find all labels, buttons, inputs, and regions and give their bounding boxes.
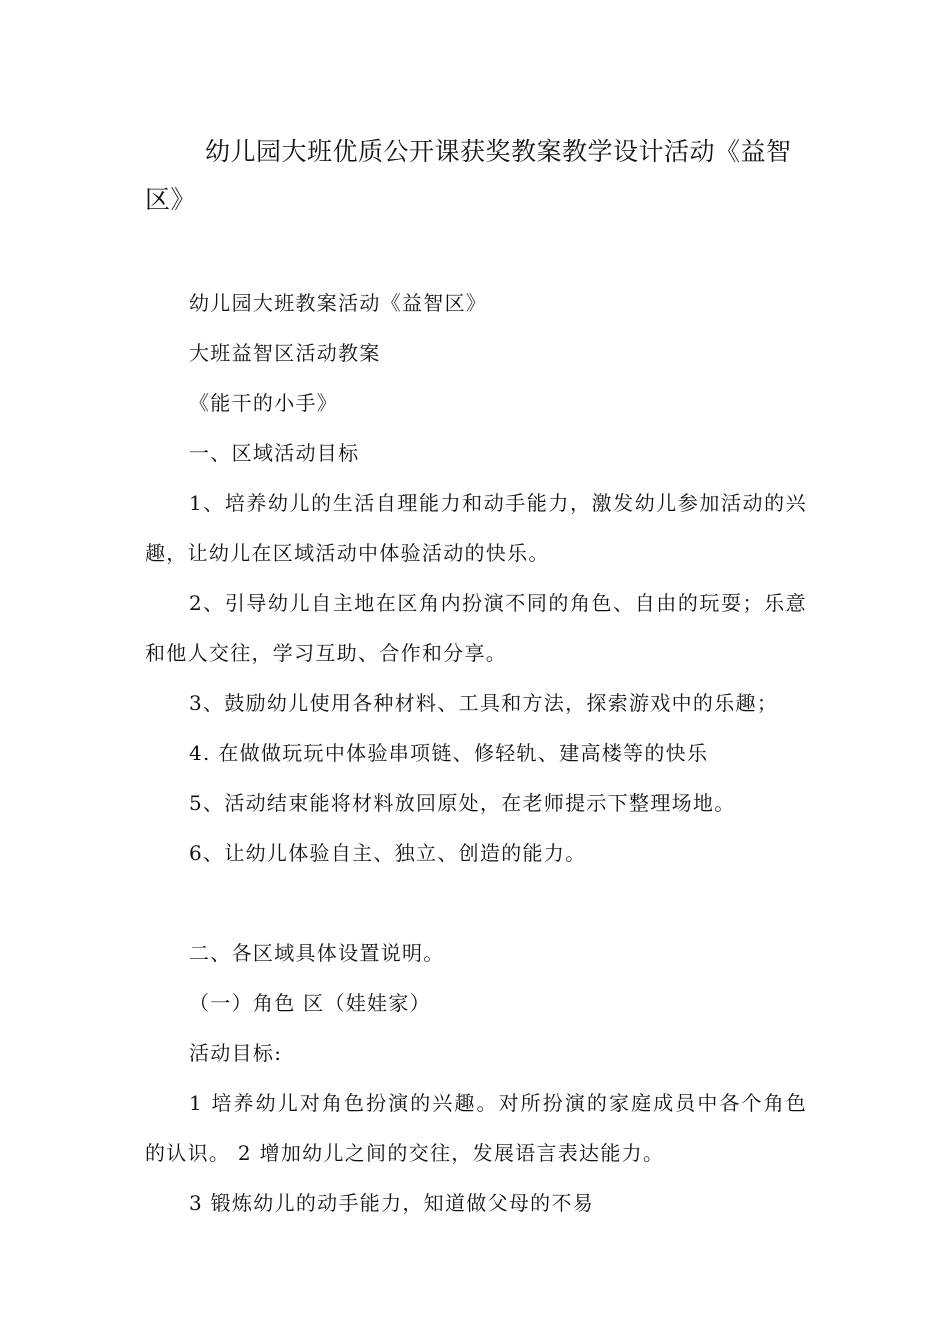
heading-section-1: 一、区域活动目标 [189, 441, 360, 465]
document-body [145, 278, 807, 1228]
list-item-goal-5: 5、活动结束能将材料放回原处，在老师提示下整理场地。 [189, 791, 736, 815]
paragraph-lesson-plan: 大班益智区活动教案 [189, 341, 381, 365]
list-item-role-goal-3: 3 锻炼幼儿的动手能力，知道做父母的不易 [189, 1191, 595, 1215]
list-item-goal-3: 3、鼓励幼儿使用各种材料、工具和方法，探索游戏中的乐趣； [189, 691, 779, 715]
paragraph-activity-name: 幼儿园大班教案活动《益智区》 [189, 291, 488, 315]
blank-line [145, 878, 807, 928]
paragraph-subtitle: 《能干的小手》 [189, 391, 339, 415]
list-item-goal-1: 1、培养幼儿的生活自理能力和动手能力，激发幼儿参加活动的兴趣，让幼儿在区域活动中体验活动的快乐。 [145, 491, 807, 565]
heading-activity-goals: 活动目标: [189, 1041, 283, 1065]
list-item-goal-2: 2、引导幼儿自主地在区角内扮演不同的角色、自由的玩耍；乐意和他人交往，学习互助、合作和分享。 [145, 591, 807, 665]
list-item-goal-6: 6、让幼儿体验自主、独立、创造的能力。 [189, 841, 587, 865]
document-title: 幼儿园大班优质公开课获奖教案教学设计活动《益智区》 [145, 137, 792, 214]
heading-section-2: 二、各区域具体设置说明。 [189, 941, 445, 965]
heading-subsection-role-area: （一）角色 区（娃娃家） [189, 991, 431, 1015]
list-item-role-goal-1: 1 培养幼儿对角色扮演的兴趣。对所扮演的家庭成员中各个角色的认识。 2 增加幼儿之间的交往，发展语言表达能力。 [145, 1091, 807, 1165]
list-item-goal-4: 4. 在做做玩玩中体验串项链、修轻轨、建高楼等的快乐 [189, 741, 709, 765]
